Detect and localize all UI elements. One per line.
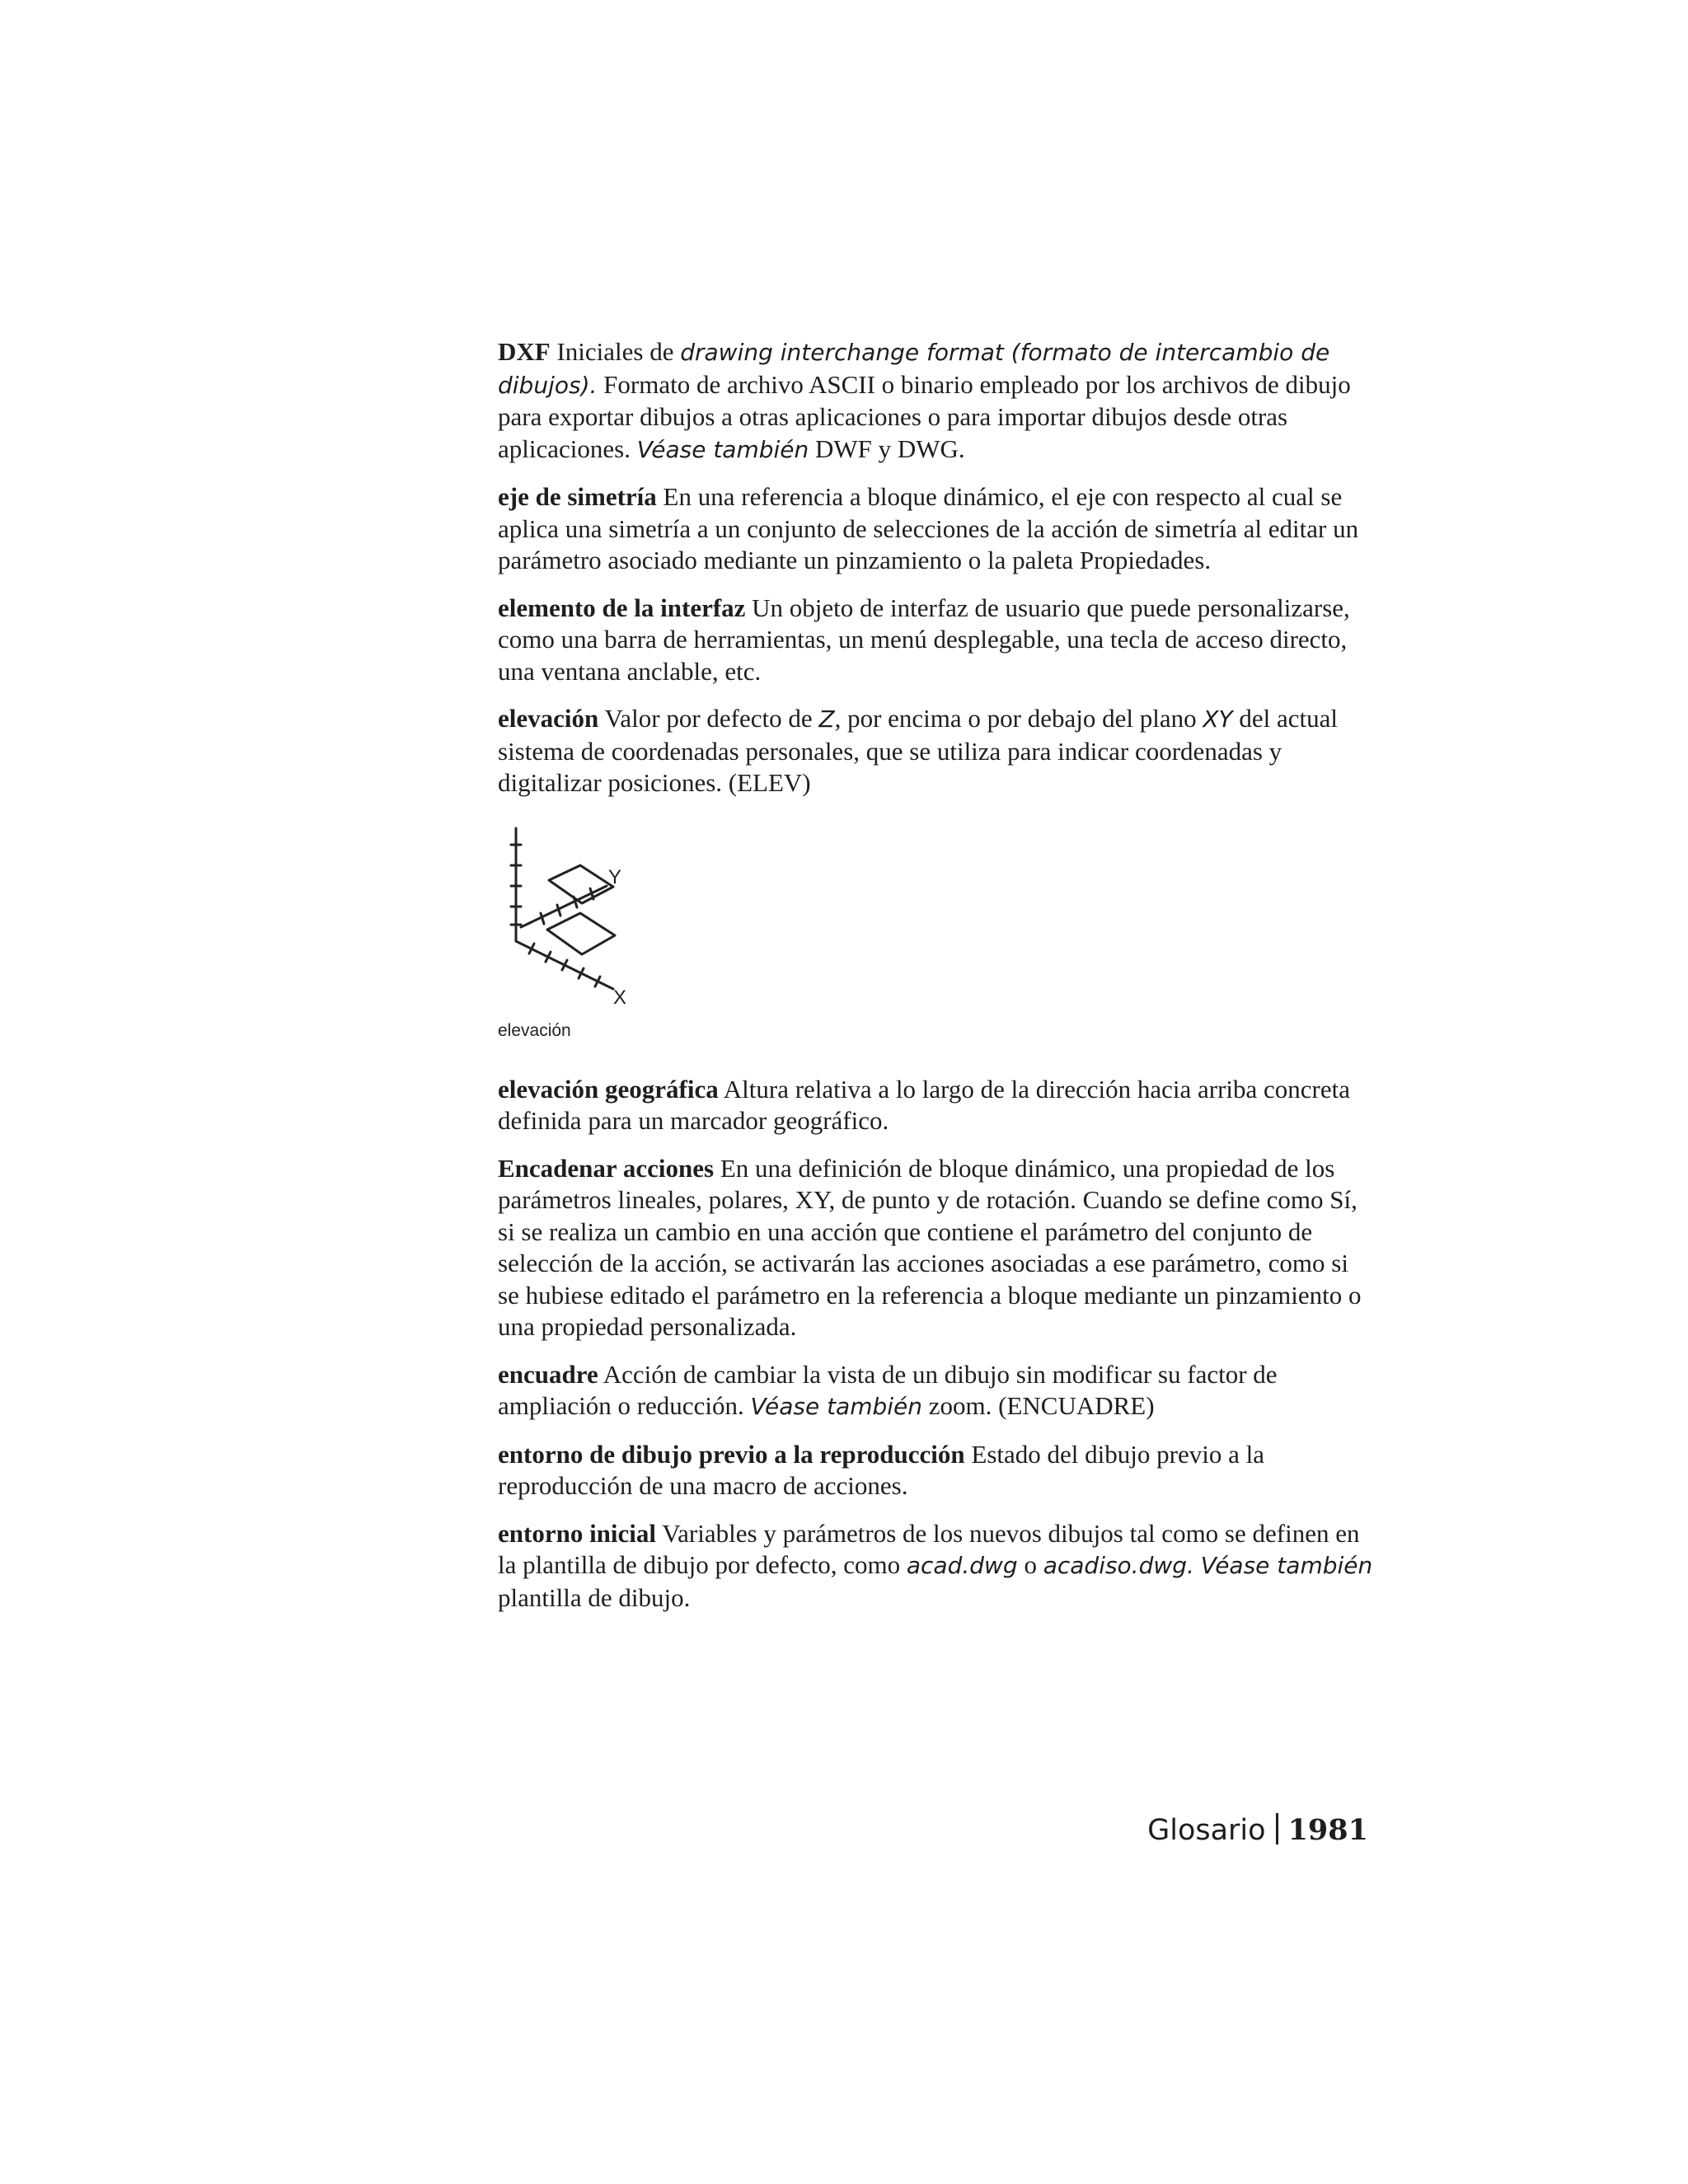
- definition-text: En una referencia a bloque dinámico, el eje con respecto al cual se aplica una simetría a un conjunto de selecciones de la acción de simetría al editar un parámetro asociado mediante un pinzamiento o la paleta Propiedades.: [498, 482, 1359, 574]
- see-also: Véase también: [750, 1393, 923, 1420]
- definition-text: , por encima o por debajo del plano: [834, 704, 1203, 733]
- figure-caption: elevación: [498, 1020, 571, 1040]
- see-also: Véase también: [1200, 1552, 1373, 1579]
- elevation-diagram: [491, 824, 755, 1014]
- definition-text: DWF y DWG.: [809, 434, 965, 463]
- definition-text: del actual sistema de coordenadas personales, que se utiliza para indicar coordenadas y digitalizar posiciones. (ELEV): [498, 704, 1339, 797]
- term: Encadenar acciones: [498, 1153, 715, 1183]
- entry-elemento-de-la-interfaz: [498, 593, 1375, 688]
- entry-entorno-previo: [498, 1439, 1375, 1502]
- definition-text: Formato de archivo ASCII o binario empleado por los archivos de dibujo para exportar dibujos a otras aplicaciones o para importar dibujos desde otras aplicaciones.: [498, 369, 1351, 463]
- definition-italic: acadiso.dwg.: [1043, 1552, 1194, 1579]
- see-also: Véase también: [636, 435, 809, 463]
- axis-x-label: X: [613, 986, 627, 1009]
- definition-text: Valor por defecto de: [598, 704, 819, 733]
- axis-y-label: Y: [608, 865, 622, 888]
- page-footer: [1071, 1813, 1368, 1847]
- term: entorno de dibujo previo a la reproducción: [498, 1439, 965, 1469]
- elevation-figure: [491, 824, 755, 1051]
- entry-encadenar-acciones: [498, 1153, 1375, 1343]
- glossary-content: [498, 336, 1375, 1629]
- definition-text: Un objeto de interfaz de usuario que puede personalizarse, como una barra de herramientas, un menú desplegable, una tecla de acceso directo, una ventana anclable, etc.: [498, 593, 1350, 686]
- definition-italic: drawing interchange format (formato de intercambio de dibujos).: [498, 339, 1330, 399]
- term: elemento de la interfaz: [498, 593, 746, 622]
- entry-eje-de-simetria: [498, 481, 1375, 577]
- definition-text: Variables y parámetros de los nuevos dibujos tal como se definen en la plantilla de dibujo por defecto, como: [498, 1518, 1360, 1579]
- definition-italic: acad.dwg: [906, 1552, 1018, 1579]
- definition-text: Acción de cambiar la vista de un dibujo sin modificar su factor de ampliación o reducción.: [498, 1359, 1278, 1420]
- definition-text: plantilla de dibujo.: [498, 1582, 691, 1612]
- entry-elevacion: [498, 703, 1375, 799]
- definition-text: zoom. (ENCUADRE): [922, 1391, 1155, 1420]
- entry-entorno-inicial: [498, 1518, 1375, 1615]
- definition-text: [1194, 1550, 1201, 1579]
- definition-text: Iniciales de: [550, 337, 681, 366]
- term: elevación geográfica: [498, 1074, 719, 1104]
- term: elevación: [498, 704, 599, 733]
- section-name: Glosario: [1147, 1814, 1266, 1847]
- entry-dxf: [498, 336, 1375, 466]
- entry-encuadre: [498, 1359, 1375, 1423]
- term: encuadre: [498, 1359, 598, 1389]
- page-number: 1981: [1287, 1813, 1368, 1847]
- definition-text: En una definición de bloque dinámico, una propiedad de los parámetros lineales, polares, XY, de punto y de rotación. Cuando se define como Sí, si se realiza un cambio en una acción que contiene el parámetro del conjunto de selección de la acción, se activarán las acciones asociadas a ese parámetro, como si se hubiese editado el parámetro en la referencia a bloque mediante un pinzamiento o una propiedad personalizada.: [498, 1153, 1362, 1341]
- definition-text: o: [1017, 1550, 1043, 1579]
- footer-divider: [1276, 1813, 1278, 1844]
- definition-italic: XY: [1203, 705, 1233, 733]
- definition-italic: Z: [818, 705, 835, 733]
- term: DXF: [498, 337, 551, 366]
- entry-elevacion-geografica: [498, 1074, 1375, 1137]
- term: entorno inicial: [498, 1518, 657, 1548]
- term: eje de simetría: [498, 482, 657, 511]
- definition-text: Estado del dibujo previo a la reproducción de una macro de acciones.: [498, 1439, 1264, 1500]
- definition-text: Altura relativa a lo largo de la dirección hacia arriba concreta definida para un marcador geográfico.: [498, 1074, 1350, 1135]
